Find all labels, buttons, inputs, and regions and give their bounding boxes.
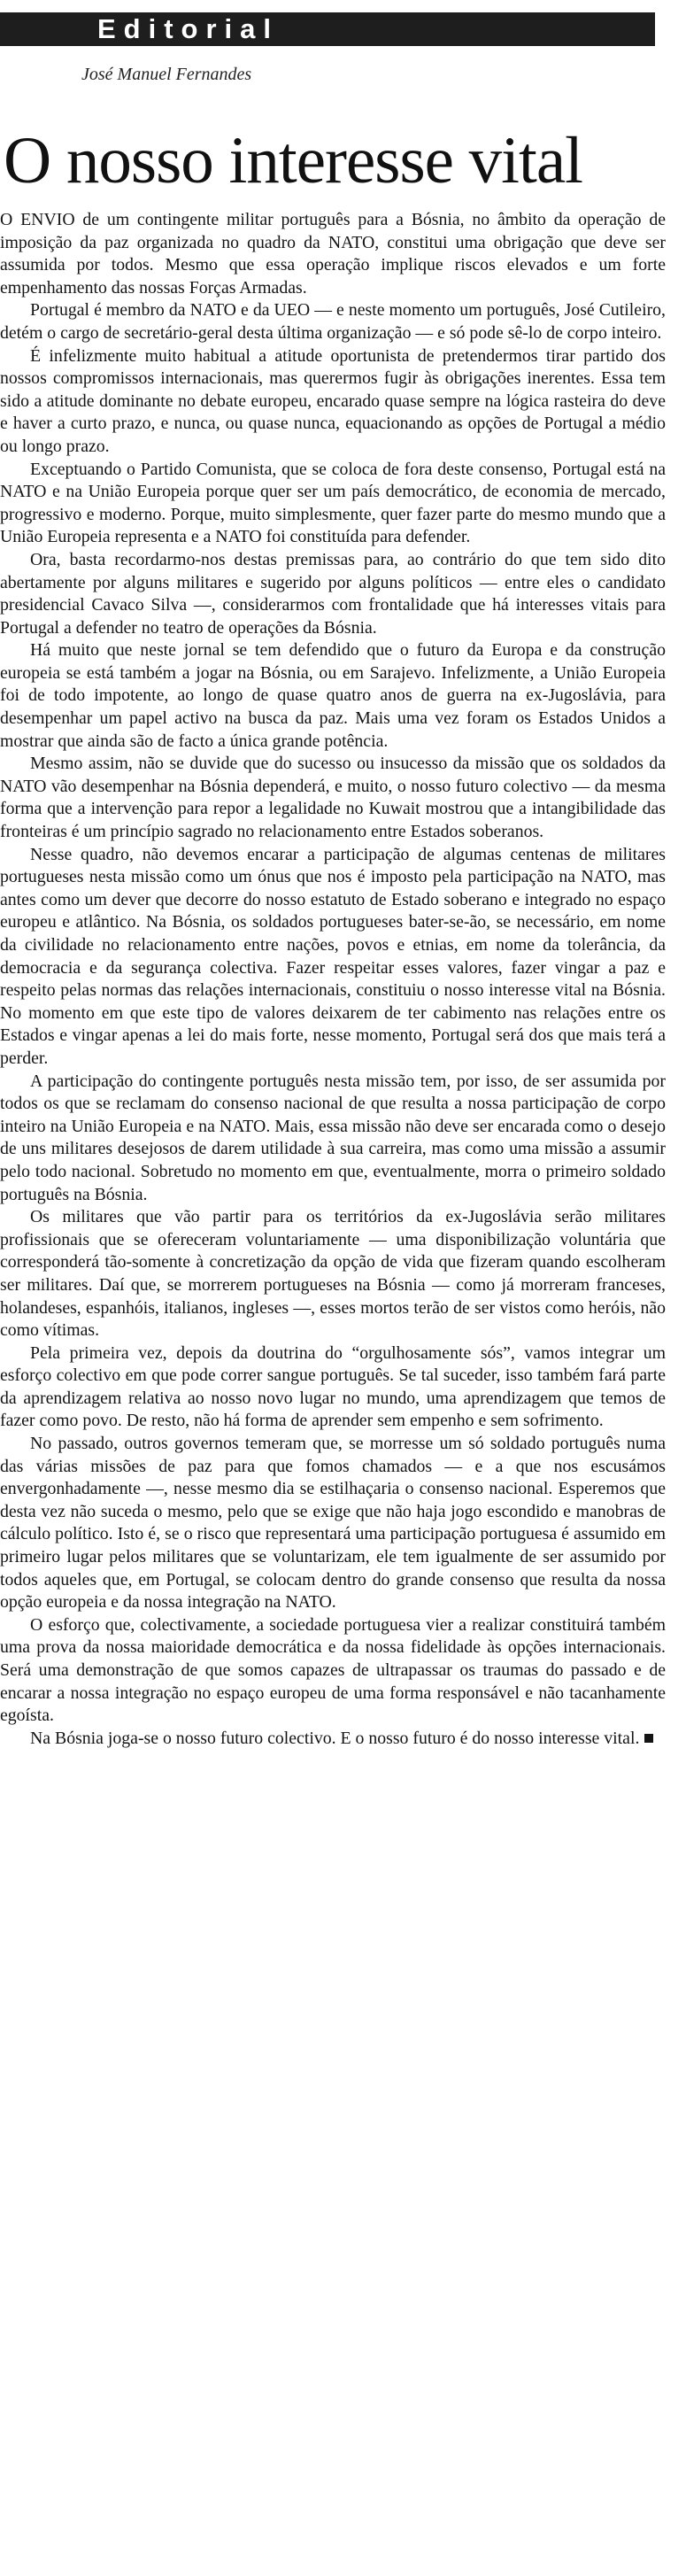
paragraph-12: No passado, outros governos temeram que, se morresse um só soldado português numa das várias missões de paz para que fomos chamados — e a que nos escusámos envergonhadamente —, nesse mesmo dia se estilhaçaria o consenso nacional. Esperemos que desta vez não suceda o mesmo, pelo que se exige que não haja jogo escondido e manobras de cálculo político. Isto é, se o risco que representará uma participação portuguesa é assumido em primeiro lugar pelos militares que se voluntarizam, ele tem igualmente de ser assumido por todos aqueles que, em Portugal, se colocam dentro do grande consenso que resulta da nossa opção europeia e da nossa integração na NATO.: [0, 1434, 666, 1613]
paragraph-1: [0, 209, 666, 299]
paragraph-14-text: Na Bósnia joga-se o nosso futuro colectivo. E o nosso futuro é do nosso interesse vital.: [30, 1728, 640, 1748]
paragraph-7: Mesmo assim, não se duvide que do sucesso ou insucesso da missão que os soldados da NATO vão desempenhar na Bósnia dependerá, e muito, o nosso futuro colectivo — da mesma forma que a intervenção para repor a legalidade no Kuwait mostrou que a intangibilidade das fronteiras é um princípio sagrado no relacionamento entre Estados soberanos.: [0, 754, 666, 842]
paragraph-11: Pela primeira vez, depois da doutrina do “orgulhosamente sós”, vamos integrar um esforço colectivo em que pode correr sangue português. Se tal suceder, isso também fará parte da aprendizagem relativa ao nosso novo lugar no mundo, uma aprendizagem que temos de fazer como povo. De resto, não há forma de aprender sem empenho e sem sofrimento.: [0, 1342, 666, 1431]
paragraph-6: Há muito que neste jornal se tem defendido que o futuro da Europa e da construção europeia se está também a jogar na Bósnia, ou em Sarajevo. Infelizmente, a União Europeia foi de todo impotente, ao longo de quase quatro anos de guerra na ex-Jugoslávia, para desempenhar um papel activo na busca da paz. Mais uma vez foram os Estados Unidos a mostrar que ainda são de facto a única grande potência.: [0, 640, 666, 751]
lead-in: O ENVIO: [0, 210, 75, 229]
section-label: Editorial: [97, 13, 280, 44]
paragraph-4: Exceptuando o Partido Comunista, que se coloca de fora deste consenso, Portugal está na NATO e na União Europeia porque quer ser um país democrático, de economia de mercado, progressivo e moderno. Porque, muito simplesmente, quer fazer parte do mesmo mundo que a União Europeia representa e a NATO foi constituída para defender.: [0, 459, 666, 547]
paragraph-3: É infelizmente muito habitual a atitude oportunista de pretendermos tirar partido dos nossos compromissos internacionais, mas querermos fugir às obrigações inerentes. Essa tem sido a atitude dominante no debate europeu, encarado quase sempre na lógica rasteira do deve e haver a curto prazo, e nunca, ou quase nunca, equacionando as opções de Portugal a médio ou longo prazo.: [0, 345, 666, 456]
paragraph-9: A participação do contingente português nesta missão tem, por isso, de ser assumida por todos os que se reclamam do consenso nacional de que resulta a nossa participação de corpo inteiro na União Europeia e na NATO. Mais, essa missão não deve ser encarada como o desejo de uns militares desejosos de darem utilidade à sua carreira, mas como uma missão a assumir pelo todo nacional. Sobretudo no momento em que, eventualmente, morra o primeiro soldado português na Bósnia.: [0, 1071, 666, 1204]
end-of-article-mark: [644, 1734, 653, 1743]
section-banner: [0, 12, 655, 46]
article-headline: O nosso interesse vital: [4, 124, 582, 197]
author-byline: José Manuel Fernandes: [81, 65, 252, 84]
paragraph-14: [0, 1728, 666, 1751]
paragraph-1-text: de um contingente militar português para a Bósnia, no âmbito da operação de imposição da paz organizada no quadro da NATO, constitui uma obrigação que deve ser assumida por todos. Mesmo que essa operação implique riscos elevados e um forte empenhamento das nossas Forças Armadas.: [0, 210, 666, 298]
paragraph-5: Ora, basta recordarmo-nos destas premissas para, ao contrário do que tem sido dito abertamente por alguns militares e sugerido por alguns políticos — entre eles o candidato presidencial Cavaco Silva —, considerarmos com frontalidade que há interesses vitais para Portugal a defender no teatro de operações da Bósnia.: [0, 549, 666, 638]
paragraph-13: O esforço que, colectivamente, a sociedade portuguesa vier a realizar constituirá também uma prova da nossa maioridade democrática e da nossa fidelidade às opções internacionais. Será uma demonstração de que somos capazes de ultrapassar os traumas do passado e de encarar a nossa integração no espaço europeu de uma forma responsável e não tacanhamente egoísta.: [0, 1614, 666, 1726]
paragraph-10: Os militares que vão partir para os territórios da ex-Jugoslávia serão militares profissionais que se ofereceram voluntariamente — uma disponibilização voluntária que corresponderá tão-somente à concretização da opção de vida que fizeram quando escolheram ser militares. Daí que, se morrerem portugueses na Bósnia — como já morreram franceses, holandeses, espanhóis, italianos, ingleses —, esses mortos terão de ser vistos como heróis, não como vítimas.: [0, 1207, 666, 1341]
article-body: [0, 209, 666, 1750]
paragraph-2: Portugal é membro da NATO e da UEO — e neste momento um português, José Cutileiro, detém o cargo de secretário-geral desta última organização — e só pode sê-lo de corpo inteiro.: [0, 300, 666, 343]
paragraph-8: Nesse quadro, não devemos encarar a participação de algumas centenas de militares portugueses nesta missão como um ónus que nos é imposto pela participação na NATO, mas antes como um dever que decorre do nosso estatuto de Estado soberano e integrado no espaço europeu e atlântico. Na Bósnia, os soldados portugueses bater-se-ão, se necessário, em nome da civilidade no relacionamento entre nações, povos e etnias, em nome da tolerância, da democracia e da segurança colectiva. Fazer respeitar esses valores, fazer vingar a paz e respeito pelas normas das relações internacionais, constituiu o nosso interesse vital na Bósnia. No momento em que este tipo de valores deixarem de ter cabimento nas relações entre os Estados e vingar apenas a lei do mais forte, nesse momento, Portugal será dos que mais terá a perder.: [0, 844, 666, 1068]
